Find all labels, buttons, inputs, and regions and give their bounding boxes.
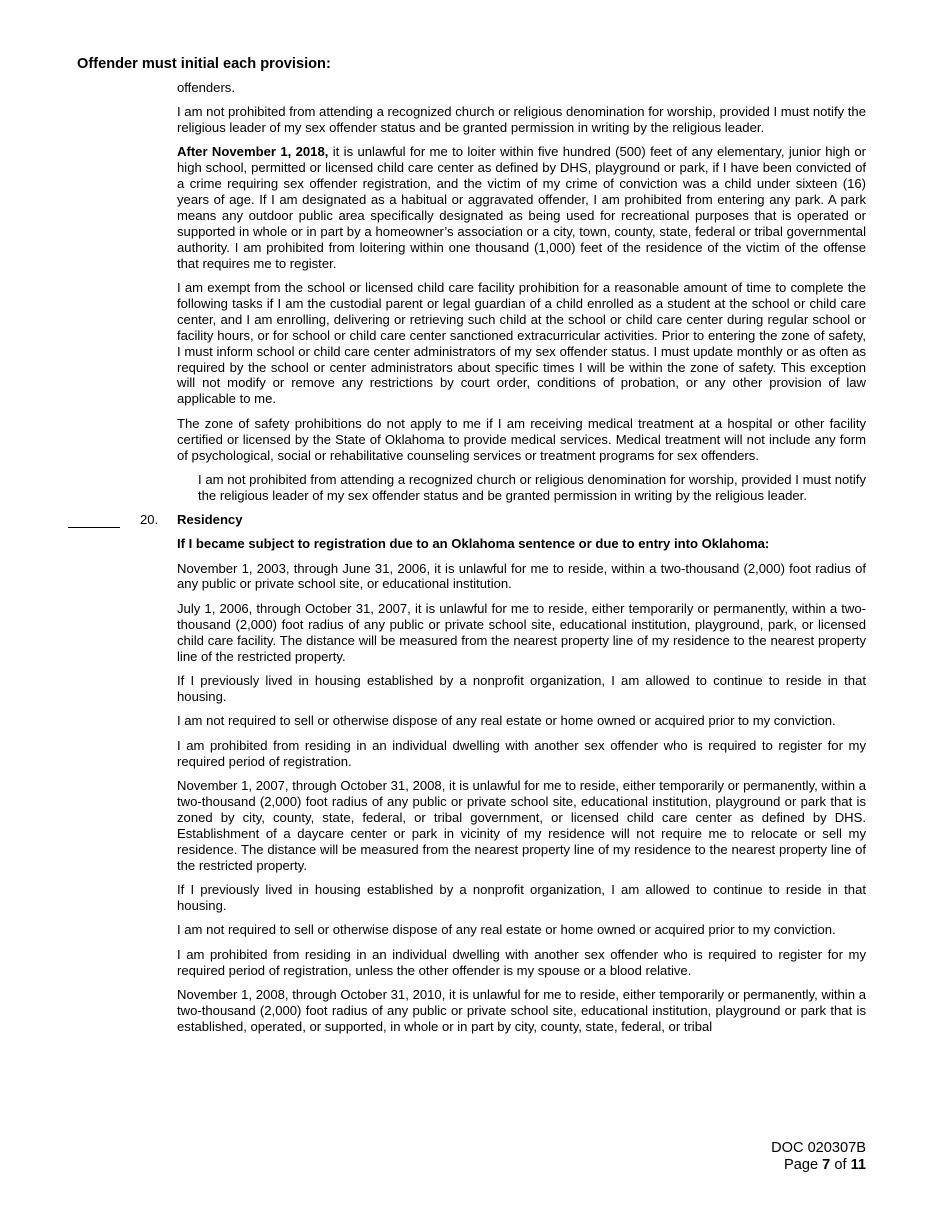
paragraph: I am exempt from the school or licensed child care facility prohibition for a reasonable amount of time to complete the following tasks if I am the custodial parent or legal guardian of a child enrolled as a student at the school or child care center, and I am enrolling, delivering or retrieving such child at the school or child care center during regular school or facility hours, or for school or child care center sanctioned extracurricular activities. Prior to entering the zone of safety, I must inform school or child care center administrators of my sex offender status. I must update monthly or as often as required by the school or center administrators about specific times I will be within the zone of safety. This exception will not modify or remove any restrictions by court order, conditions of probation, or any other provision of law applicable to me. [177,279,866,407]
paragraph: July 1, 2006, through October 31, 2007, it is unlawful for me to reside, either temporarily or permanently, within a two-thousand (2,000) foot radius of any public or private school site, educational institution, playground, park, or licensed child care facility. The distance will be measured from the nearest property line of my residence to the nearest property line of the restricted property. [177,600,866,664]
page-of: of [834,1157,847,1173]
paragraph: I am not prohibited from attending a recognized church or religious denomination for worship, provided I must notify the religious leader of my sex offender status and be granted permission in writing by the religious leader. [177,103,866,135]
paragraph: I am not required to sell or otherwise dispose of any real estate or home owned or acquired prior to my conviction. [177,922,836,938]
paragraph: I am not required to sell or otherwise dispose of any real estate or home owned or acquired prior to my conviction. [177,713,836,729]
paragraph: If I previously lived in housing established by a nonprofit organization, I am allowed to continue to reside in that housing. [177,881,866,913]
paragraph-lead: After November 1, 2018, [177,144,329,160]
paragraph: The zone of safety prohibitions do not apply to me if I am receiving medical treatment at a hospital or other facility certified or licensed by the State of Oklahoma to provide medical services. Medical treatment will not include any form of psychological, social or rehabilitative counseling services or treatment programs for sex offenders. [177,415,866,463]
section-residency-header [140,512,866,528]
initial-blank-line[interactable] [68,527,120,528]
indented-paragraph: I am not prohibited from attending a recognized church or religious denomination for worship, provided I must notify the religious leader of my sex offender status and be granted permission in writing by the religious leader. [198,471,866,503]
paragraph: I am prohibited from residing in an individual dwelling with another sex offender who is required to register for my required period of registration. [177,737,866,769]
paragraph: If I previously lived in housing established by a nonprofit organization, I am allowed to continue to reside in that housing. [177,673,866,704]
document-number: DOC 020307B [771,1140,866,1156]
document-body [140,80,866,1043]
paragraph: November 1, 2003, through June 31, 2006, it is unlawful for me to reside, within a two-thousand (2,000) foot radius of any public or private school site, or educational institution. [177,560,866,592]
page-total: 11 [850,1157,866,1173]
section-title: Residency [177,512,243,528]
paragraph: November 1, 2007, through October 31, 2008, it is unlawful for me to reside, either temporarily or permanently, within a two-thousand (2,000) foot radius of any public or private school site, educational institution, playground or park that is zoned by city, county, state, federal, or tribal government, or licensed child care center as defined by DHS. Establishment of a daycare center or park in vicinity of my residence will not require me to relocate or sell my residence. The distance will be measured from the nearest property line of my residence to the nearest property line of the restricted property. [177,778,866,873]
paragraph: I am prohibited from residing in an individual dwelling with another sex offender who is required to register for my required period of registration, unless the other offender is my spouse or a blood relative. [177,946,866,978]
loitering-paragraph [177,144,866,271]
paragraph-text: it is unlawful for me to loiter within five hundred (500) feet of any elementary, junior high or high school, permitted or licensed child care center as defined by DHS, playground or park, if I have been convicted of a crime requiring sex offender registration, and the victim of my crime of conviction was a child under sixteen (16) years of age. If I am designated as a habitual or aggravated offender, I am prohibited from entering any park. A park means any outdoor public area specifically designated as being used for recreational purposes that is operated or supported in whole or in part by a homeowner’s association or a city, town, county, state, federal or tribal governmental authority. I am prohibited from loitering within one thousand (1,000) feet of the residence of the victim of the offense that requires me to register. [177,144,866,271]
page-word: Page [783,1157,819,1173]
page-footer [771,1140,866,1174]
section-number: 20. [140,512,159,528]
section-subheading: If I became subject to registration due to an Oklahoma sentence or due to entry into Oklahoma: [177,536,770,552]
paragraph: offenders. [177,80,235,95]
paragraph: November 1, 2008, through October 31, 2010, it is unlawful for me to reside, either temporarily or permanently, within a two-thousand (2,000) foot radius of any public or private school site, educational institution, playground or park that is established, operated, or supported, in whole or in part by city, county, state, federal, or tribal [177,987,866,1034]
page-header: Offender must initial each provision: [77,56,331,72]
page-current: 7 [822,1157,831,1173]
page-indicator [771,1157,866,1174]
